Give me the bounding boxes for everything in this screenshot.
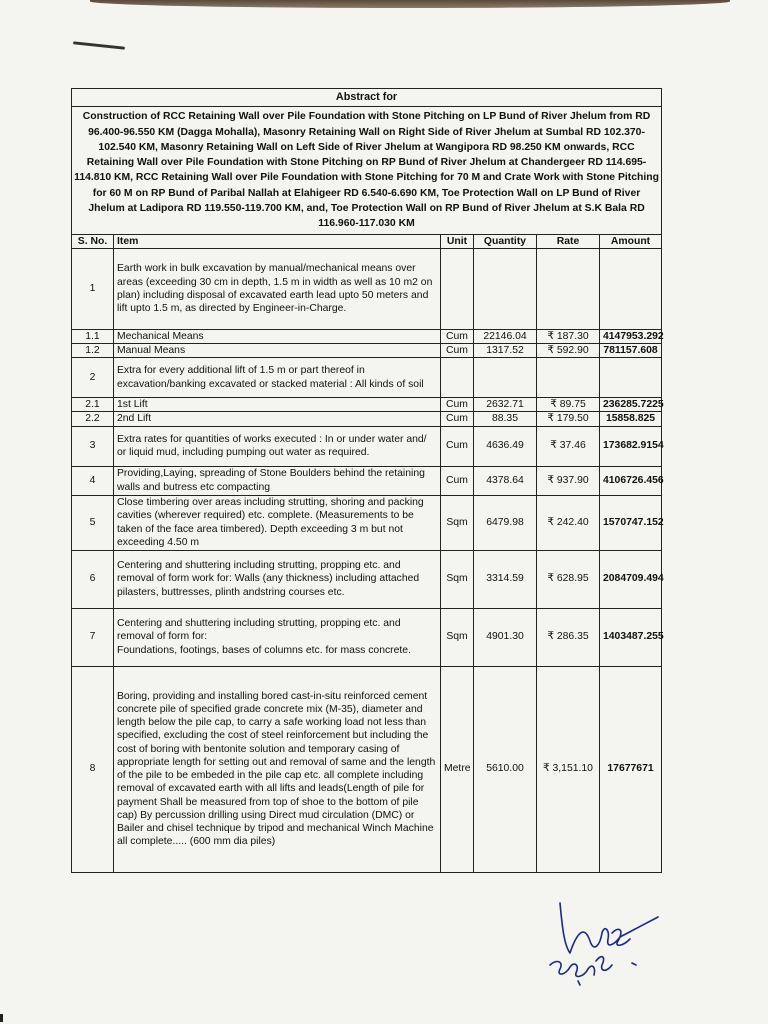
row-item: Extra rates for quantities of works executed : In or under water and/ or liquid mud, including pumping out water as required. — [114, 426, 441, 466]
row-rate: ₹ 592.90 — [537, 343, 600, 357]
table-row — [72, 358, 662, 398]
row-unit: Cum — [441, 398, 474, 412]
row-amount: 17677671 — [600, 666, 662, 872]
scan-top-edge — [90, 0, 730, 8]
table-row — [72, 426, 662, 466]
row-quantity: 22146.04 — [474, 329, 537, 343]
row-item: Manual Means — [114, 343, 441, 357]
row-sno: 4 — [72, 466, 114, 495]
col-item-header: Item — [114, 234, 441, 248]
row-sno: 6 — [72, 550, 114, 608]
row-quantity: 4378.64 — [474, 466, 537, 495]
row-item: 2nd Lift — [114, 412, 441, 426]
table-row — [72, 608, 662, 666]
row-sno: 2.2 — [72, 412, 114, 426]
table-row — [72, 343, 662, 357]
row-amount: 173682.9154 — [600, 426, 662, 466]
row-sno: 2 — [72, 358, 114, 398]
row-amount: 781157.608 — [600, 343, 662, 357]
row-amount: 15858.825 — [600, 412, 662, 426]
row-unit: Sqm — [441, 495, 474, 550]
row-rate: ₹ 187.30 — [537, 329, 600, 343]
row-unit: Sqm — [441, 608, 474, 666]
row-sno: 1 — [72, 248, 114, 329]
row-quantity: 2632.71 — [474, 398, 537, 412]
row-quantity: 88.35 — [474, 412, 537, 426]
signature — [540, 895, 670, 995]
row-sno: 2.1 — [72, 398, 114, 412]
col-quantity-header: Quantity — [474, 234, 537, 248]
row-amount: 4106726.456 — [600, 466, 662, 495]
row-item: Extra for every additional lift of 1.5 m or part thereof in excavation/banking excavated or stacked material : All kinds of soil — [114, 358, 441, 398]
row-unit: Sqm — [441, 550, 474, 608]
row-unit: Cum — [441, 343, 474, 357]
row-quantity — [474, 358, 537, 398]
row-rate: ₹ 937.90 — [537, 466, 600, 495]
row-unit — [441, 248, 474, 329]
table-row — [72, 412, 662, 426]
row-quantity: 1317.52 — [474, 343, 537, 357]
row-rate: ₹ 286.35 — [537, 608, 600, 666]
row-item: Providing,Laying, spreading of Stone Boulders behind the retaining walls and butress etc compacting — [114, 466, 441, 495]
row-quantity: 4901.30 — [474, 608, 537, 666]
row-unit — [441, 358, 474, 398]
abstract-table — [71, 88, 662, 873]
row-quantity: 5610.00 — [474, 666, 537, 872]
col-sno-header: S. No. — [72, 234, 114, 248]
col-unit-header: Unit — [441, 234, 474, 248]
row-sno: 3 — [72, 426, 114, 466]
table-row — [72, 550, 662, 608]
pen-mark — [73, 41, 125, 49]
row-amount — [600, 248, 662, 329]
row-rate: ₹ 628.95 — [537, 550, 600, 608]
table-row — [72, 495, 662, 550]
table-row — [72, 398, 662, 412]
row-amount: 4147953.292 — [600, 329, 662, 343]
row-sno: 7 — [72, 608, 114, 666]
table-row — [72, 466, 662, 495]
abstract-sheet — [71, 88, 664, 873]
row-quantity: 3314.59 — [474, 550, 537, 608]
row-sno: 1.2 — [72, 343, 114, 357]
row-rate — [537, 358, 600, 398]
table-row — [72, 329, 662, 343]
row-rate — [537, 248, 600, 329]
column-header-row — [72, 234, 662, 248]
table-row — [72, 248, 662, 329]
row-item: Earth work in bulk excavation by manual/mechanical means over areas (exceeding 30 cm in depth, 1.5 m in width as well as 10 m2 on plan) including disposal of excavated earth lead upto 50 meters and lift upto 1.5 m, as directed by Engineer-in-Charge. — [114, 248, 441, 329]
row-rate: ₹ 89.75 — [537, 398, 600, 412]
row-item: 1st Lift — [114, 398, 441, 412]
row-amount: 1403487.255 — [600, 608, 662, 666]
row-rate: ₹ 242.40 — [537, 495, 600, 550]
row-amount: 236285.7225 — [600, 398, 662, 412]
table-row — [72, 666, 662, 872]
row-rate: ₹ 179.50 — [537, 412, 600, 426]
col-rate-header: Rate — [537, 234, 600, 248]
project-description: Construction of RCC Retaining Wall over Pile Foundation with Stone Pitching on LP Bund of River Jhelum from RD 96.400-96.550 KM (Dagga Mohalla), Masonry Retaining Wall on Right Side of River Jhelum at Sumbal RD 102.370-102.540 KM, Masonry Retaining Wall on Left Side of River Jhelum at Wangipora RD 98.250 KM onwards, RCC Retaining Wall over Pile Foundation with Stone Pitching on RP Bund of River Jhelum at Chandergeer RD 114.695-114.810 KM, RCC Retaining Wall over Pile Foundation with Stone Pitching for 70 M and Crate Work with Stone Pitching for 60 M on RP Bund of Paribal Nallah at Elahigeer RD 6.540-6.690 KM, Toe Protection Wall on LP Bund of River Jhelum at Ladipora RD 119.550-119.700 KM, and, Toe Protection Wall on RP Bund of River Jhelum at S.K Bala RD 116.960-117.030 KM — [72, 107, 662, 234]
row-sno: 1.1 — [72, 329, 114, 343]
row-amount: 1570747.152 — [600, 495, 662, 550]
row-sno: 8 — [72, 666, 114, 872]
row-item: Close timbering over areas including strutting, shoring and packing cavities (wherever required) etc. complete. (Measurements to be taken of the face area timbered). Depth exceeding 3 m but not exceeding 4.50 m — [114, 495, 441, 550]
row-unit: Cum — [441, 466, 474, 495]
row-unit: Metre — [441, 666, 474, 872]
row-rate: ₹ 3,151.10 — [537, 666, 600, 872]
row-rate: ₹ 37.46 — [537, 426, 600, 466]
row-unit: Cum — [441, 426, 474, 466]
row-amount: 2084709.494 — [600, 550, 662, 608]
row-quantity: 4636.49 — [474, 426, 537, 466]
row-item: Boring, providing and installing bored cast-in-situ reinforced cement concrete pile of specified grade concrete mix (M-35), diameter and length below the pile cap, to carry a safe working load not less than specified, excluding the cost of steel reinforcement but including the cost of boring with bentonite solution and temporary casing of appropriate length for setting out and removal of same and the length of the pile to be embeded in the pile cap etc. all complete including removal of excavated earth with all lifts and leads(Length of pile for payment Shall be measured from top of shoe to the bottom of pile cap) By percussion drilling using Direct mud circulation (DMC) or Bailer and chisel technique by tripod and mechanical Winch Machine all complete..... (600 mm dia piles) — [114, 666, 441, 872]
col-amount-header: Amount — [600, 234, 662, 248]
row-item: Mechanical Means — [114, 329, 441, 343]
row-amount — [600, 358, 662, 398]
row-unit: Cum — [441, 412, 474, 426]
row-quantity: 6479.98 — [474, 495, 537, 550]
row-item: Centering and shuttering including strutting, propping etc. and removal of form work for: Walls (any thickness) including attached pilasters, buttresses, plinth andstring courses etc. — [114, 550, 441, 608]
row-unit: Cum — [441, 329, 474, 343]
scan-edge-mark — [0, 1014, 3, 1022]
row-sno: 5 — [72, 495, 114, 550]
row-quantity — [474, 248, 537, 329]
row-item: Centering and shuttering including strutting, propping etc. and removal of form for: Foundations, footings, bases of columns etc. for mass concrete. — [114, 608, 441, 666]
abstract-title: Abstract for — [72, 89, 662, 107]
